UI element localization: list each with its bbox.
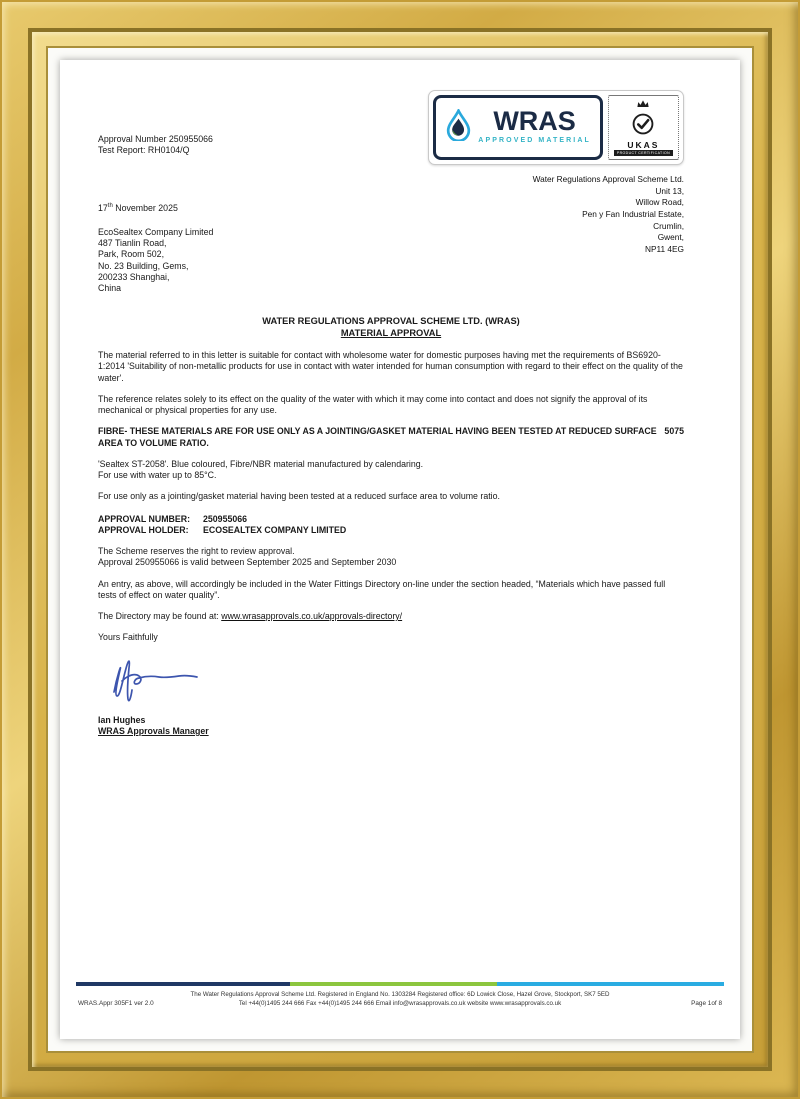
check-circle-icon — [631, 112, 655, 139]
crown-icon — [636, 99, 650, 111]
recipient-line: 200233 Shanghai, — [98, 271, 170, 282]
sender-line: Unit 13, — [655, 185, 684, 196]
directory-link-lead: The Directory may be found at: — [98, 611, 222, 622]
recipient-address — [98, 227, 213, 295]
certification-logo-plate — [428, 90, 684, 165]
approval-number-value: 250955066 — [203, 513, 248, 524]
wras-wordmark: WRAS — [493, 105, 576, 136]
signer-block — [98, 715, 684, 738]
recipient-line: EcoSealtex Company Limited — [98, 226, 214, 237]
approval-number-line: Approval Number 250955066 — [98, 134, 213, 144]
fibre-code: 5075 — [664, 426, 684, 437]
paragraph-fibre-statement — [98, 426, 684, 449]
sender-line: Water Regulations Approval Scheme Ltd. — [532, 174, 684, 185]
product-description-line: 'Sealtex ST-2058'. Blue coloured, Fibre/NBR material manufactured by calendaring. — [98, 458, 424, 469]
sender-address — [428, 174, 684, 255]
letter-header — [98, 60, 684, 294]
footer-bar-navy — [76, 982, 290, 986]
water-drop-icon — [445, 109, 472, 144]
wras-logo-text — [478, 105, 591, 146]
footer-text-area — [76, 990, 724, 1009]
paragraph-review — [98, 546, 684, 569]
paragraph-product-description — [98, 459, 684, 482]
sender-line: Crumlin, — [653, 220, 684, 231]
product-temperature-line: For use with water up to 85°C. — [98, 470, 217, 481]
sender-line: Willow Road, — [635, 197, 684, 208]
wras-approved-material-logo — [433, 95, 603, 160]
letter-content — [60, 60, 740, 737]
review-line-2: Approval 250955066 is valid between September 2025 and September 2030 — [98, 557, 397, 568]
approval-number-row — [98, 514, 684, 525]
footer-registered-line: The Water Regulations Approval Scheme Ltd. Registered in England No. 1303284 Registered office: 6D Lowick Close, Hazel Grove, Stockport, SK7 5ED — [190, 990, 610, 998]
title-line-1: WATER REGULATIONS APPROVAL SCHEME LTD. (WRAS) — [262, 316, 520, 327]
approval-holder-label: APPROVAL HOLDER: — [98, 524, 189, 535]
test-report-line: Test Report: RH0104/Q — [98, 145, 190, 156]
sender-line: Pen y Fan Industrial Estate, — [582, 209, 684, 220]
letter-footer — [60, 982, 740, 1039]
handwritten-signature — [100, 648, 684, 709]
letter-title — [98, 316, 684, 340]
recipient-line: No. 23 Building, Gems, — [98, 260, 189, 271]
footer-bar-green — [290, 982, 497, 986]
paragraph-material-suitability: The material referred to in this letter is suitable for contact with wholesome water for domestic purposes having met the requirements of BS6920-1:2014 'Suitability of non-metallic products for use in contact with water intended for human consumption with regard to their effect on the quality of the water'. — [98, 350, 683, 383]
footer-color-bar — [76, 982, 724, 986]
fibre-statement-text: FIBRE- THESE MATERIALS ARE FOR USE ONLY AS A JOINTING/GASKET MATERIAL HAVING BEEN TESTED AT REDUCED SURFACE AREA TO VOLUME RATIO. — [98, 426, 657, 448]
header-right-column — [428, 60, 684, 294]
approval-number-label: APPROVAL NUMBER: — [98, 513, 191, 524]
approval-details — [98, 514, 684, 537]
signer-name: Ian Hughes — [98, 714, 146, 725]
title-line-2: MATERIAL APPROVAL — [340, 328, 442, 339]
review-line-1: The Scheme reserves the right to review approval. — [98, 546, 295, 557]
sender-line: Gwent, — [657, 232, 684, 243]
letter-date — [98, 203, 213, 214]
ukas-wordmark: UKAS — [627, 139, 660, 150]
footer-page-number: Page 1of 8 — [691, 1000, 722, 1008]
date-rest: November 2025 — [112, 202, 178, 213]
footer-bar-cyan — [497, 982, 724, 986]
paragraph-reference-scope: The reference relates solely to its effect on the quality of the water with which it may come into contact and does not signify the approval of its mechanical or physical properties for any use. — [98, 393, 648, 416]
paragraph-directory-link — [98, 611, 684, 622]
valediction: Yours Faithfully — [98, 632, 158, 643]
approval-holder-row — [98, 525, 684, 536]
ukas-certification-logo — [608, 95, 679, 160]
paragraph-directory-entry: An entry, as above, will accordingly be included in the Water Fittings Directory on-line under the section headed, “Materials which have passed full tests of effect on water quality”. — [98, 578, 666, 600]
header-left-column — [98, 60, 213, 294]
footer-contact-line: Tel +44(0)1495 244 666 Fax +44(0)1495 244 666 Email info@wrasapprovals.co.uk website www.wrasapprovals.co.uk — [238, 1000, 562, 1008]
date-day: 17 — [98, 202, 108, 213]
signer-role: WRAS Approvals Manager — [98, 726, 209, 737]
recipient-line: 487 Tianlin Road, — [98, 238, 167, 248]
approval-holder-value: ECOSEALTEX COMPANY LIMITED — [203, 524, 347, 535]
letter-page — [60, 60, 740, 1039]
ukas-caption: PRODUCT CERTIFICATION — [614, 150, 673, 156]
paragraph-use-statement: For use only as a jointing/gasket material having been tested at a reduced surface area to volume ratio. — [98, 491, 500, 502]
directory-link[interactable]: www.wrasapprovals.co.uk/approvals-directory/ — [221, 611, 403, 622]
wras-tagline: APPROVED MATERIAL — [478, 136, 591, 144]
sender-line: NP11 4EG — [644, 243, 684, 254]
footer-doc-ref: WRAS.Appr 305F1 ver 2.0 — [78, 1000, 154, 1008]
date-ordinal-suffix: th — [107, 202, 113, 209]
recipient-line: Park, Room 502, — [98, 249, 165, 260]
recipient-line: China — [98, 283, 121, 293]
